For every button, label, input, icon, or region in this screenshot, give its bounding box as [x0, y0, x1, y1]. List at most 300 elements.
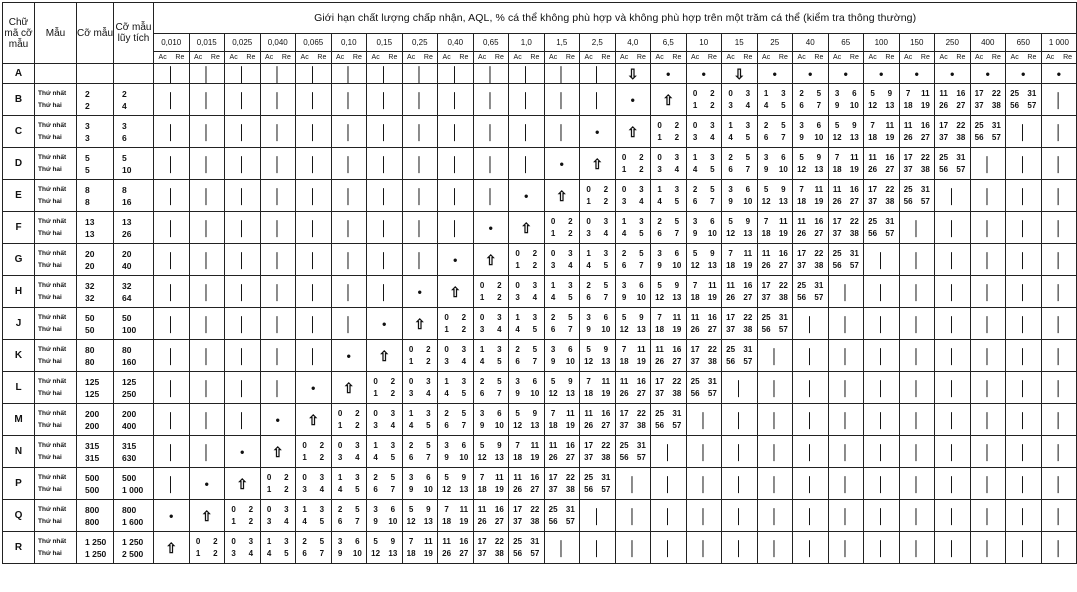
plan-line: 6 7: [444, 420, 467, 430]
arrow-up-icon: │: [899, 500, 935, 532]
arrow-up-icon: │: [651, 436, 687, 468]
plan-line: 9 10: [515, 388, 540, 398]
plan-line: 1 3: [692, 152, 715, 162]
plan-line: 11 16: [868, 152, 895, 162]
plan-line: 17 22: [655, 376, 682, 386]
size-value: 1 250: [85, 548, 107, 559]
plan-line: 17 22: [619, 408, 646, 418]
arrow-up-icon: │: [935, 212, 971, 244]
plan-line: 25 31: [868, 216, 895, 226]
ac-re-plan: [580, 340, 616, 372]
stage-label: Thứ nhất: [38, 153, 67, 161]
plan-line: 2 5: [373, 472, 396, 482]
ac-re-plan: [899, 116, 935, 148]
plan-line: 56 57: [584, 484, 611, 494]
plan-line: 26 27: [903, 132, 930, 142]
plan-line: 1 3: [408, 408, 431, 418]
code-letter: G: [3, 244, 35, 276]
letter-row: [3, 372, 1077, 404]
arrow-up-icon: │: [970, 244, 1006, 276]
arrow-down-icon: │: [473, 148, 509, 180]
ac-re-header: [473, 52, 509, 64]
use-single-plan-marker: •: [793, 64, 829, 84]
ac-re-plan: [509, 500, 545, 532]
ac-re-plan: [757, 212, 793, 244]
letter-row: [3, 84, 1077, 116]
size-value: 20: [122, 248, 132, 259]
plan-line: 0 3: [444, 344, 467, 354]
re-label: Re: [388, 54, 398, 61]
letter-row: [3, 532, 1077, 564]
ac-re-plan: [722, 116, 758, 148]
arrow-down-icon: │: [189, 212, 225, 244]
ac-re-plan: [651, 244, 687, 276]
arrow-down-icon: │: [154, 84, 190, 116]
code-letter: R: [3, 532, 35, 564]
ac-re-plan: [331, 468, 367, 500]
plan-line: 1 2: [302, 452, 325, 462]
plan-line: 1 2: [550, 228, 573, 238]
size-value: 26: [122, 228, 132, 239]
plan-line: 6 7: [621, 260, 644, 270]
ac-re-plan: [402, 436, 438, 468]
stage-label: Thứ nhất: [38, 409, 67, 417]
sample-size: [77, 500, 114, 532]
use-single-plan-marker: •: [509, 180, 545, 212]
size-value: 10: [122, 164, 132, 175]
size-value: 5: [122, 152, 127, 163]
arrow-down-icon: │: [260, 340, 296, 372]
plan-line: 3 4: [479, 324, 502, 334]
arrow-up-icon: ⇧: [367, 340, 403, 372]
ac-re-plan: [438, 340, 474, 372]
ac-re-plan: [722, 308, 758, 340]
plan-line: 2 5: [515, 344, 538, 354]
code-letter: M: [3, 404, 35, 436]
plan-line: 1 3: [302, 504, 325, 514]
arrow-up-icon: │: [580, 532, 616, 564]
plan-line: 18 19: [442, 516, 469, 526]
size-value: 630: [122, 452, 137, 463]
plan-line: 3 4: [657, 164, 680, 174]
stage-label: Thứ nhất: [38, 313, 67, 321]
size-value: 200: [122, 408, 137, 419]
ac-re-plan: [473, 308, 509, 340]
plan-line: 9 10: [586, 324, 611, 334]
size-value: 200: [85, 420, 100, 431]
cumulative-size: [114, 372, 154, 404]
ac-re-plan: [473, 532, 509, 564]
arrow-up-icon: │: [757, 404, 793, 436]
plan-line: 2 5: [444, 408, 467, 418]
plan-line: 7 11: [870, 120, 895, 130]
arrow-up-icon: │: [1006, 308, 1042, 340]
arrow-down-icon: │: [260, 84, 296, 116]
stage-label: Thứ nhất: [38, 89, 67, 97]
plan-line: 1 3: [444, 376, 467, 386]
arrow-up-icon: │: [1041, 116, 1077, 148]
arrow-down-icon: │: [189, 180, 225, 212]
plan-line: 3 4: [515, 292, 538, 302]
plan-line: 56 57: [903, 196, 930, 206]
size-value: 5: [85, 152, 90, 163]
cumulative-size: [114, 308, 154, 340]
arrow-down-icon: │: [154, 244, 190, 276]
arrow-down-icon: │: [509, 84, 545, 116]
plan-line: 56 57: [761, 324, 788, 334]
ac-re-plan: [509, 372, 545, 404]
arrow-down-icon: │: [473, 180, 509, 212]
letter-row: [3, 340, 1077, 372]
plan-line: 9 10: [373, 516, 398, 526]
plan-line: 37 38: [513, 516, 540, 526]
plan-line: 0 3: [479, 312, 502, 322]
arrow-up-icon: │: [828, 340, 864, 372]
re-label: Re: [459, 54, 469, 61]
aql-col-header: 150: [899, 34, 935, 52]
use-single-plan-marker: •: [473, 212, 509, 244]
ac-re-plan: [331, 436, 367, 468]
ac-re-plan: [651, 372, 687, 404]
ac-re-plan: [722, 84, 758, 116]
arrow-up-icon: │: [1041, 84, 1077, 116]
plan-line: 0 2: [444, 312, 467, 322]
stage-label: Thứ hai: [38, 261, 62, 269]
stage-label: Thứ nhất: [38, 537, 67, 545]
ac-re-header: [686, 52, 722, 64]
arrow-up-icon: │: [899, 276, 935, 308]
plan-line: 37 38: [868, 196, 895, 206]
use-single-plan-marker: •: [225, 436, 261, 468]
arrow-up-icon: │: [899, 212, 935, 244]
ac-re-plan: [651, 148, 687, 180]
plan-line: 3 6: [515, 376, 538, 386]
arrow-up-icon: │: [757, 500, 793, 532]
ac-re-plan: [793, 180, 829, 212]
size-value: 1 250: [85, 536, 107, 547]
stage-label: Thứ hai: [38, 453, 62, 461]
code-letter: E: [3, 180, 35, 212]
arrow-down-icon: │: [154, 468, 190, 500]
arrow-up-icon: │: [864, 436, 900, 468]
arrow-up-icon: │: [828, 500, 864, 532]
size-value: 40: [122, 260, 132, 271]
stage-label: Thứ nhất: [38, 249, 67, 257]
plan-line: 17 22: [584, 440, 611, 450]
ac-re-plan: [651, 404, 687, 436]
plan-line: 12 13: [690, 260, 717, 270]
aql-col-header: 1,5: [544, 34, 580, 52]
re-label: Re: [707, 54, 717, 61]
arrow-up-icon: │: [828, 372, 864, 404]
ac-label: Ac: [868, 54, 877, 61]
plan-line: 26 27: [761, 260, 788, 270]
aql-col-header: 10: [686, 34, 722, 52]
ac-re-plan: [793, 276, 829, 308]
plan-line: 2 5: [302, 536, 325, 546]
arrow-up-icon: ⇧: [402, 308, 438, 340]
ac-re-header: [793, 52, 829, 64]
plan-line: 17 22: [726, 312, 753, 322]
plan-line: 11 16: [903, 120, 930, 130]
arrow-up-icon: │: [828, 276, 864, 308]
plan-line: 0 2: [657, 120, 680, 130]
stage-label: Thứ nhất: [38, 377, 67, 385]
plan-line: 17 22: [513, 504, 540, 514]
plan-line: 12 13: [868, 100, 895, 110]
ac-re-header: [189, 52, 225, 64]
ac-re-plan: [367, 436, 403, 468]
size-value: 800: [122, 504, 137, 515]
ac-re-plan: [580, 436, 616, 468]
code-letter: D: [3, 148, 35, 180]
plan-line: 3 4: [692, 132, 715, 142]
size-value: 13: [85, 216, 95, 227]
arrow-down-icon: │: [438, 148, 474, 180]
aql-col-header: 0,040: [260, 34, 296, 52]
ac-re-plan: [473, 372, 509, 404]
ac-re-header: [864, 52, 900, 64]
plan-line: 5 9: [444, 472, 467, 482]
plan-line: 17 22: [761, 280, 788, 290]
ac-re-plan: [580, 244, 616, 276]
arrow-up-icon: │: [1006, 372, 1042, 404]
ac-label: Ac: [265, 54, 274, 61]
size-value: 8: [85, 184, 90, 195]
ac-label: Ac: [1010, 54, 1019, 61]
arrow-up-icon: │: [970, 148, 1006, 180]
arrow-up-icon: │: [1041, 244, 1077, 276]
aql-col-header: 400: [970, 34, 1006, 52]
size-value: 32: [85, 292, 95, 303]
arrow-down-icon: │: [367, 64, 403, 84]
ac-re-plan: [686, 308, 722, 340]
plan-line: 0 3: [728, 88, 751, 98]
arrow-down-icon: │: [367, 148, 403, 180]
arrow-up-icon: │: [757, 468, 793, 500]
arrow-down-icon: │: [331, 116, 367, 148]
ac-re-plan: [757, 308, 793, 340]
plan-line: 5 9: [834, 120, 857, 130]
re-label: Re: [672, 54, 682, 61]
arrow-down-icon: │: [544, 116, 580, 148]
plan-line: 0 3: [550, 248, 573, 258]
ac-re-plan: [899, 84, 935, 116]
arrow-down-icon: │: [260, 180, 296, 212]
ac-re-plan: [580, 372, 616, 404]
stage-label: Thứ hai: [38, 357, 62, 365]
arrow-up-icon: │: [686, 436, 722, 468]
plan-line: 56 57: [832, 260, 859, 270]
header-sample-size: Cỡ mẫu: [77, 3, 114, 64]
plan-line: 5 9: [515, 408, 538, 418]
ac-re-plan: [864, 148, 900, 180]
plan-line: 6 7: [408, 452, 431, 462]
plan-line: 0 3: [373, 408, 396, 418]
re-label: Re: [920, 54, 930, 61]
arrow-up-icon: │: [793, 404, 829, 436]
ac-re-header: [651, 52, 687, 64]
plan-line: 37 38: [903, 164, 930, 174]
arrow-down-icon: │: [367, 116, 403, 148]
arrow-down-icon: │: [189, 84, 225, 116]
plan-line: 3 4: [728, 100, 751, 110]
arrow-down-icon: │: [225, 308, 261, 340]
letter-row: [3, 308, 1077, 340]
re-label: Re: [814, 54, 824, 61]
code-letter: H: [3, 276, 35, 308]
ac-re-header: [402, 52, 438, 64]
arrow-up-icon: │: [970, 308, 1006, 340]
plan-line: 0 2: [515, 248, 538, 258]
sample-size: [77, 372, 114, 404]
ac-re-plan: [722, 340, 758, 372]
plan-line: 17 22: [477, 536, 504, 546]
aql-col-header: 0,65: [473, 34, 509, 52]
plan-line: 56 57: [1010, 100, 1037, 110]
plan-line: 1 2: [479, 292, 502, 302]
plan-line: 26 27: [690, 324, 717, 334]
stage-label: Thứ hai: [38, 133, 62, 141]
arrow-down-icon: │: [189, 148, 225, 180]
use-single-plan-marker: •: [580, 116, 616, 148]
size-value: 8: [122, 184, 127, 195]
arrow-down-icon: ⇩: [722, 64, 758, 84]
ac-re-plan: [438, 500, 474, 532]
plan-line: 25 31: [903, 184, 930, 194]
ac-label: Ac: [726, 54, 735, 61]
arrow-up-icon: │: [722, 436, 758, 468]
arrow-down-icon: │: [402, 212, 438, 244]
sample-stage: [35, 212, 77, 244]
plan-line: 7 11: [550, 408, 575, 418]
plan-line: 0 2: [266, 472, 289, 482]
ac-re-plan: [793, 116, 829, 148]
plan-line: 1 2: [586, 196, 609, 206]
size-value: 125: [122, 376, 137, 387]
ac-re-plan: [544, 468, 580, 500]
plan-line: 6 7: [302, 548, 325, 558]
ac-re-plan: [686, 148, 722, 180]
arrow-up-icon: │: [970, 404, 1006, 436]
cumulative-size: [114, 180, 154, 212]
ac-re-plan: [544, 276, 580, 308]
ac-re-header: [615, 52, 651, 64]
arrow-down-icon: │: [154, 180, 190, 212]
plan-line: 12 13: [797, 164, 824, 174]
arrow-up-icon: │: [793, 372, 829, 404]
plan-line: 26 27: [655, 356, 682, 366]
ac-re-plan: [225, 500, 261, 532]
cumulative-size: [114, 64, 154, 84]
cumulative-size: [114, 468, 154, 500]
arrow-down-icon: ⇩: [615, 64, 651, 84]
arrow-up-icon: ⇧: [651, 84, 687, 116]
plan-line: 17 22: [974, 88, 1001, 98]
stage-label: Thứ hai: [38, 101, 62, 109]
arrow-down-icon: │: [260, 148, 296, 180]
plan-line: 7 11: [408, 536, 433, 546]
use-single-plan-marker: •: [544, 148, 580, 180]
size-value: 800: [85, 504, 100, 515]
plan-line: 3 6: [692, 216, 715, 226]
ac-label: Ac: [158, 54, 167, 61]
header-cumulative-size: Cỡ mẫu lũy tích: [114, 3, 154, 64]
arrow-down-icon: │: [225, 148, 261, 180]
ac-re-plan: [438, 468, 474, 500]
use-single-plan-marker: •: [615, 84, 651, 116]
arrow-up-icon: │: [864, 244, 900, 276]
ac-re-plan: [544, 340, 580, 372]
ac-re-plan: [686, 180, 722, 212]
ac-re-plan: [438, 308, 474, 340]
plan-line: 0 2: [337, 408, 360, 418]
arrow-up-icon: │: [935, 404, 971, 436]
arrow-up-icon: │: [1006, 404, 1042, 436]
aql-col-header: 0,015: [189, 34, 225, 52]
arrow-up-icon: │: [722, 404, 758, 436]
arrow-up-icon: │: [828, 308, 864, 340]
plan-line: 12 13: [477, 452, 504, 462]
ac-re-plan: [651, 340, 687, 372]
size-value: 50: [85, 312, 95, 323]
plan-line: 5 9: [408, 504, 431, 514]
ac-re-plan: [473, 436, 509, 468]
arrow-up-icon: │: [1006, 116, 1042, 148]
sample-stage: [35, 244, 77, 276]
arrow-down-icon: │: [438, 212, 474, 244]
stage-label: Thứ nhất: [38, 121, 67, 129]
arrow-down-icon: │: [331, 244, 367, 276]
plan-line: 18 19: [584, 388, 611, 398]
plan-line: 12 13: [655, 292, 682, 302]
plan-line: 9 10: [444, 452, 469, 462]
re-label: Re: [530, 54, 540, 61]
arrow-down-icon: │: [402, 64, 438, 84]
sample-stage: [35, 500, 77, 532]
plan-line: 12 13: [442, 484, 469, 494]
arrow-down-icon: │: [154, 340, 190, 372]
plan-line: 1 3: [586, 248, 609, 258]
arrow-up-icon: │: [935, 500, 971, 532]
arrow-up-icon: ⇧: [438, 276, 474, 308]
plan-line: 0 2: [302, 440, 325, 450]
arrow-down-icon: │: [225, 116, 261, 148]
size-value: 125: [85, 376, 100, 387]
plan-line: 25 31: [1010, 88, 1037, 98]
ac-re-plan: [544, 244, 580, 276]
plan-line: 1 2: [266, 484, 289, 494]
double-sampling-table: [2, 2, 1077, 564]
ac-re-header: [757, 52, 793, 64]
ac-re-plan: [793, 244, 829, 276]
plan-line: 7 11: [657, 312, 682, 322]
arrow-up-icon: │: [864, 340, 900, 372]
plan-line: 56 57: [513, 548, 540, 558]
ac-re-plan: [544, 436, 580, 468]
plan-line: 37 38: [584, 452, 611, 462]
ac-re-plan: [864, 180, 900, 212]
ac-label: Ac: [904, 54, 913, 61]
plan-line: 11 16: [832, 184, 859, 194]
ac-re-plan: [864, 84, 900, 116]
plan-line: 11 16: [797, 216, 824, 226]
ac-re-plan: [828, 212, 864, 244]
aql-col-header: 0,010: [154, 34, 190, 52]
re-label: Re: [991, 54, 1001, 61]
arrow-up-icon: │: [757, 436, 793, 468]
plan-line: 3 4: [373, 420, 396, 430]
